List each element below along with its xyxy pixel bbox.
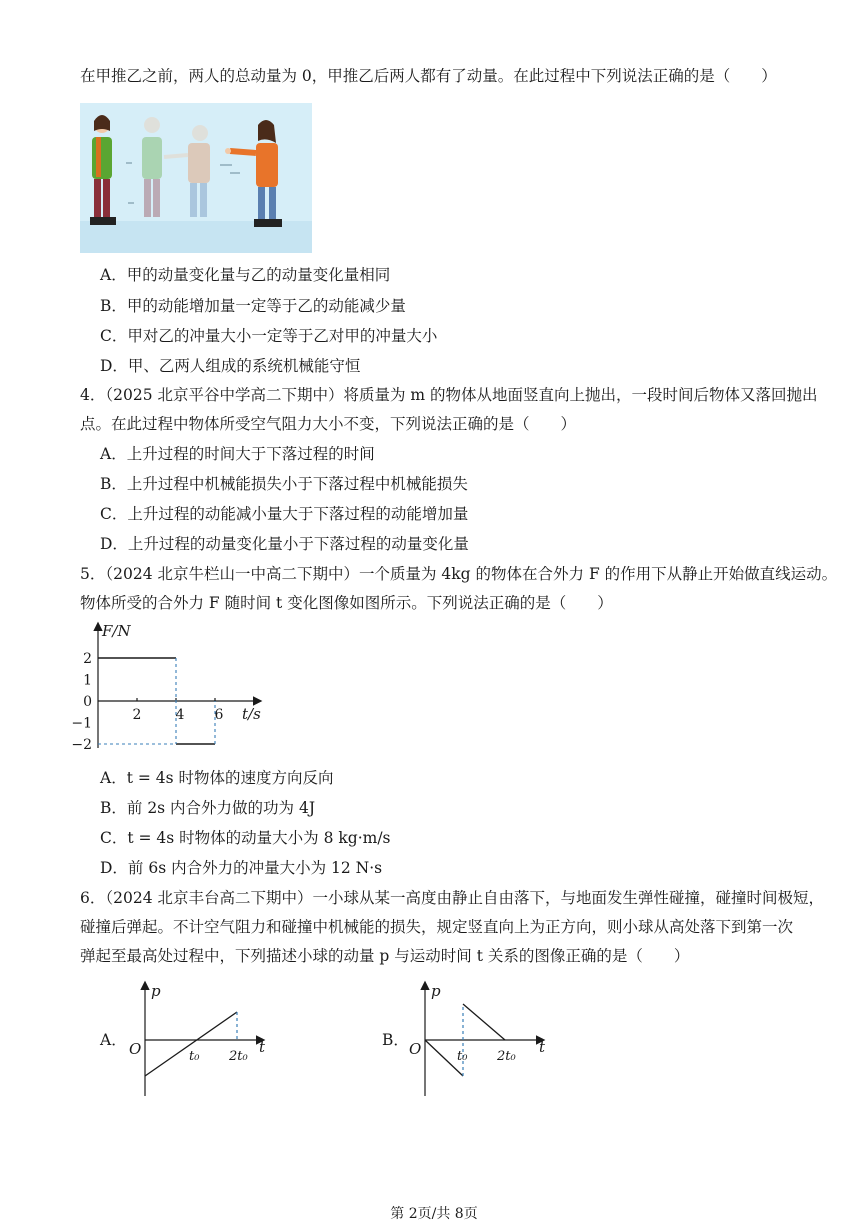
q3-option-c: C．甲对乙的冲量大小一定等于乙对甲的冲量大小 bbox=[100, 327, 438, 345]
question-3-stem-tail: 在甲推乙之前，两人的总动量为 0，甲推乙后两人都有了动量。在此过程中下列说法正确的是（ ） bbox=[80, 67, 777, 85]
p-axis-label: p bbox=[151, 982, 161, 1000]
y-axis-label: F/N bbox=[102, 622, 131, 640]
page-footer: 第 2页/共 8页 bbox=[390, 1206, 478, 1222]
force-time-chart bbox=[71, 618, 278, 754]
origin-label: O bbox=[129, 1040, 142, 1058]
q5-option-b: B．前 2s 内合外力做的功为 4J bbox=[100, 799, 316, 817]
q5-option-d: D．前 6s 内合外力的冲量大小为 12 N·s bbox=[100, 859, 383, 877]
tick-t0: t₀ bbox=[189, 1049, 200, 1064]
tick-t0: t₀ bbox=[457, 1049, 468, 1064]
q4-option-c: C．上升过程的动能减小量大于下落过程的动能增加量 bbox=[100, 505, 469, 523]
q6-option-a-label: A． bbox=[100, 1031, 127, 1049]
x-tick-label: 6 bbox=[214, 707, 224, 723]
q6-option-b-label: B． bbox=[382, 1031, 409, 1049]
q6-graph-a bbox=[125, 978, 270, 1100]
q5-stem-line2: 物体所受的合外力 F 随时间 t 变化图像如图所示。下列说法正确的是（ ） bbox=[80, 594, 613, 612]
y-tick-label: 0 bbox=[83, 694, 92, 710]
q4-stem-line2: 点。在此过程中物体所受空气阻力大小不变，下列说法正确的是（ ） bbox=[80, 415, 577, 433]
rising-line bbox=[463, 1004, 505, 1040]
tick-2t0: 2t₀ bbox=[229, 1049, 248, 1064]
q6-stem-line1: 6．（2024 北京丰台高二下期中）一小球从某一高度由静止自由落下，与地面发生弹性碰撞，碰撞时间极短， bbox=[80, 889, 824, 907]
q6-stem-line3: 弹起至最高处过程中，下列描述小球的动量 p 与运动时间 t 关系的图像正确的是（ ） bbox=[80, 947, 690, 965]
q4-stem-line1: 4．（2025 北京平谷中学高二下期中）将质量为 m 的物体从地面竖直向上抛出，一段时间后物体又落回抛出 bbox=[80, 386, 818, 404]
x-axis-label: t/s bbox=[242, 705, 261, 723]
x-tick-label: 2 bbox=[132, 707, 142, 723]
y-tick-label: −2 bbox=[71, 737, 92, 753]
p-axis-label: p bbox=[431, 982, 441, 1000]
x-tick-label: 4 bbox=[175, 707, 185, 723]
tick-2t0: 2t₀ bbox=[497, 1049, 516, 1064]
skaters-illustration bbox=[80, 103, 312, 253]
origin-label: O bbox=[409, 1040, 422, 1058]
momentum-line bbox=[145, 1012, 237, 1076]
t-axis-label: t bbox=[259, 1038, 266, 1056]
q5-option-a: A．t = 4s 时物体的速度方向反向 bbox=[100, 769, 334, 787]
y-tick-label: 2 bbox=[83, 651, 92, 667]
q4-option-d: D．上升过程的动量变化量小于下落过程的动量变化量 bbox=[100, 535, 469, 553]
q6-graph-b bbox=[405, 978, 550, 1100]
q3-option-b: B．甲的动能增加量一定等于乙的动能减少量 bbox=[100, 297, 406, 315]
q3-option-d: D．甲、乙两人组成的系统机械能守恒 bbox=[100, 357, 361, 375]
t-axis-label: t bbox=[539, 1038, 546, 1056]
y-tick-label: −1 bbox=[71, 715, 92, 732]
q6-stem-line2: 碰撞后弹起。不计空气阻力和碰撞中机械能的损失，规定竖直向上为正方向，则小球从高处落下到第一次 bbox=[80, 918, 794, 936]
y-tick-label: 1 bbox=[83, 672, 92, 689]
q3-option-a: A．甲的动量变化量与乙的动量变化量相同 bbox=[100, 266, 391, 284]
q5-stem-line1: 5．（2024 北京牛栏山一中高二下期中）一个质量为 4kg 的物体在合外力 F 的作用下从静止开始做直线运动。 bbox=[80, 565, 838, 583]
q4-option-a: A．上升过程的时间大于下落过程的时间 bbox=[100, 445, 375, 463]
q5-option-c: C．t = 4s 时物体的动量大小为 8 kg·m/s bbox=[100, 829, 391, 847]
q4-option-b: B．上升过程中机械能损失小于下落过程中机械能损失 bbox=[100, 475, 468, 493]
